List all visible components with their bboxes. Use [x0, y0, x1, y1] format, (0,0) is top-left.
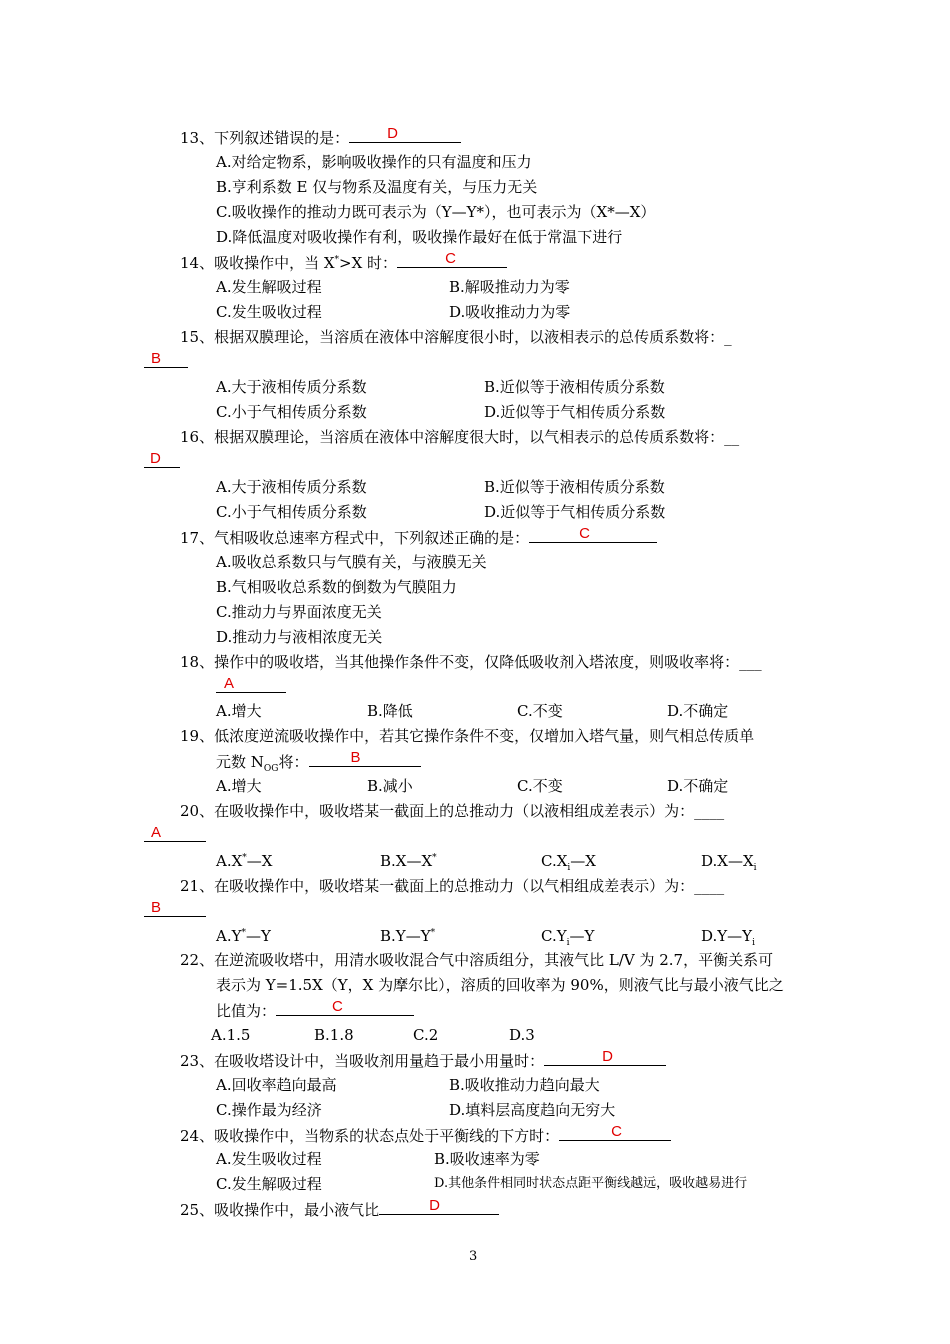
option-a: A.增大 — [216, 777, 262, 795]
question-22: 22、在逆流吸收塔中，用清水吸收混合气中溶质组分，其液气比 L/V 为 2.7，平衡关系可 — [180, 951, 774, 969]
option-d: D.推动力与液相浓度无关 — [216, 628, 383, 646]
answer-mark: D — [387, 125, 398, 142]
answer-blank — [144, 452, 180, 468]
answer-mark: D — [602, 1048, 613, 1065]
option-a: A.对给定物系，影响吸收操作的只有温度和压力 — [216, 153, 532, 171]
question-20: 20、在吸收操作中，吸收塔某一截面上的总推动力（以液相组成差表示）为：____ — [180, 802, 725, 820]
option-c: $C.Y_i—Y$ — [541, 927, 595, 948]
answer-mark: C — [332, 998, 343, 1015]
option-b: B.近似等于液相传质分系数 — [484, 378, 665, 396]
option-b: B.Y—Y* — [380, 927, 436, 945]
option-d: D.近似等于气相传质分系数 — [484, 403, 666, 421]
question-22-line3 — [216, 1000, 414, 1020]
option-a: A.吸收总系数只与气膜有关，与液膜无关 — [216, 553, 487, 571]
question-21-answer-line — [144, 901, 206, 921]
answer-blank — [216, 677, 286, 693]
option-c: C.推动力与界面浓度无关 — [216, 603, 382, 621]
option-a: A.X*—X — [216, 852, 273, 870]
option-d: $D.X—X_i$ — [701, 852, 757, 873]
option-b: B.亨利系数 E 仅与物系及温度有关，与压力无关 — [216, 178, 538, 196]
question-19: 19、低浓度逆流吸收操作中，若其它操作条件不变，仅增加入塔气量，则气相总传质单 — [180, 727, 755, 745]
question-23-stem: 23、在吸收塔设计中，当吸收剂用量趋于最小用量时： — [180, 1052, 545, 1070]
option-d: D.吸收推动力为零 — [449, 303, 571, 321]
option-b: B.近似等于液相传质分系数 — [484, 478, 665, 496]
question-17 — [180, 527, 657, 547]
answer-blank — [144, 901, 206, 917]
answer-blank — [144, 826, 206, 842]
option-a: A.增大 — [216, 702, 262, 720]
question-16: 16、根据双膜理论，当溶质在液体中溶解度很大时，以气相表示的总传质系数将：__ — [180, 428, 740, 446]
question-14-stem-end: >X 时： — [339, 254, 398, 272]
question-19-stem2-end: 将： — [278, 753, 309, 771]
answer-mark: C — [579, 525, 590, 542]
superscript: * — [334, 255, 340, 265]
subscript: OG — [263, 764, 279, 774]
question-15: 15、根据双膜理论，当溶质在液体中溶解度很小时，以液相表示的总传质系数将：_ — [180, 328, 732, 346]
option-b: B.气相吸收总系数的倒数为气膜阻力 — [216, 578, 457, 596]
option-a: A.Y*—Y — [216, 927, 271, 945]
option-c: C.小于气相传质分系数 — [216, 403, 367, 421]
question-13-stem: 13、下列叙述错误的是： — [180, 129, 350, 147]
question-24 — [180, 1125, 671, 1145]
option-b: B.X—X* — [380, 852, 437, 870]
option-c: C.不变 — [517, 702, 563, 720]
question-16-answer-line — [144, 452, 180, 472]
question-14-stem: 14、吸收操作中，当 X — [180, 254, 335, 272]
option-c: C.操作最为经济 — [216, 1101, 322, 1119]
option-c: C.不变 — [517, 777, 563, 795]
option-c: $C.X_i—X$ — [541, 852, 596, 873]
answer-blank — [379, 1199, 499, 1215]
question-25-stem: 25、吸收操作中，最小液气比 — [180, 1201, 380, 1219]
option-a: A.1.5 — [211, 1026, 251, 1044]
option-c: C.吸收操作的推动力既可表示为（Y—Y*），也可表示为（X*—X） — [216, 203, 656, 221]
question-21: 21、在吸收操作中，吸收塔某一截面上的总推动力（以气相组成差表示）为：____ — [180, 877, 725, 895]
option-a: A.大于液相传质分系数 — [216, 478, 367, 496]
option-b: B.吸收推动力趋向最大 — [449, 1076, 600, 1094]
option-b: B.吸收速率为零 — [434, 1150, 540, 1168]
answer-mark: C — [611, 1123, 622, 1140]
question-22-line2: 表示为 Y=1.5X（Y，X 为摩尔比），溶质的回收率为 90%，则液气比与最小液气比之 — [216, 976, 784, 994]
option-c: C.小于气相传质分系数 — [216, 503, 367, 521]
answer-mark: D — [150, 450, 161, 467]
answer-blank — [309, 751, 421, 767]
option-c: C.2 — [413, 1026, 439, 1044]
answer-blank — [529, 527, 657, 543]
answer-blank — [144, 352, 188, 368]
option-d: D.不确定 — [667, 777, 729, 795]
page-number: 3 — [469, 1249, 478, 1264]
answer-mark: B — [151, 899, 162, 916]
option-a: A.大于液相传质分系数 — [216, 378, 367, 396]
option-d: D.降低温度对吸收操作有利，吸收操作最好在低于常温下进行 — [216, 228, 623, 246]
option-b: B.降低 — [367, 702, 413, 720]
option-d: D.填料层高度趋向无穷大 — [449, 1101, 616, 1119]
option-a: A.回收率趋向最高 — [216, 1076, 337, 1094]
answer-blank — [559, 1125, 671, 1141]
answer-blank — [276, 1000, 414, 1016]
answer-mark: A — [151, 824, 162, 841]
option-b: B.1.8 — [314, 1026, 354, 1044]
question-13 — [180, 127, 461, 147]
answer-blank — [349, 127, 461, 143]
option-d: D.其他条件相同时状态点距平衡线越远，吸收越易进行 — [434, 1176, 748, 1191]
question-19-line2 — [216, 749, 421, 774]
question-22-stem3: 比值为： — [216, 1002, 277, 1020]
question-18: 18、操作中的吸收塔，当其他操作条件不变，仅降低吸收剂入塔浓度，则吸收率将：___ — [180, 653, 762, 671]
question-20-answer-line — [144, 826, 206, 846]
option-d: D.不确定 — [667, 702, 729, 720]
answer-blank — [544, 1050, 666, 1066]
option-c: C.发生解吸过程 — [216, 1175, 322, 1193]
option-d: D.3 — [509, 1026, 535, 1044]
option-b: B.减小 — [367, 777, 413, 795]
question-19-stem2: 元数 N — [216, 753, 264, 771]
question-23 — [180, 1050, 666, 1070]
answer-mark: B — [350, 749, 361, 766]
question-14 — [180, 252, 507, 272]
option-b: B.解吸推动力为零 — [449, 278, 570, 296]
question-24-stem: 24、吸收操作中，当物系的状态点处于平衡线的下方时： — [180, 1127, 560, 1145]
option-d: D.近似等于气相传质分系数 — [484, 503, 666, 521]
answer-blank — [397, 252, 507, 268]
question-15-answer-line — [144, 352, 188, 372]
question-17-stem: 17、气相吸收总速率方程式中，下列叙述正确的是： — [180, 529, 530, 547]
option-d: $D.Y—Y_i$ — [701, 927, 755, 948]
answer-mark: B — [151, 350, 162, 367]
option-c: C.发生吸收过程 — [216, 303, 322, 321]
option-a: A.发生吸收过程 — [216, 1150, 322, 1168]
question-25 — [180, 1199, 499, 1219]
answer-mark: D — [429, 1197, 440, 1214]
option-a: A.发生解吸过程 — [216, 278, 322, 296]
answer-mark: C — [445, 250, 456, 267]
question-18-answer-line — [216, 677, 286, 697]
answer-mark: A — [224, 675, 235, 692]
